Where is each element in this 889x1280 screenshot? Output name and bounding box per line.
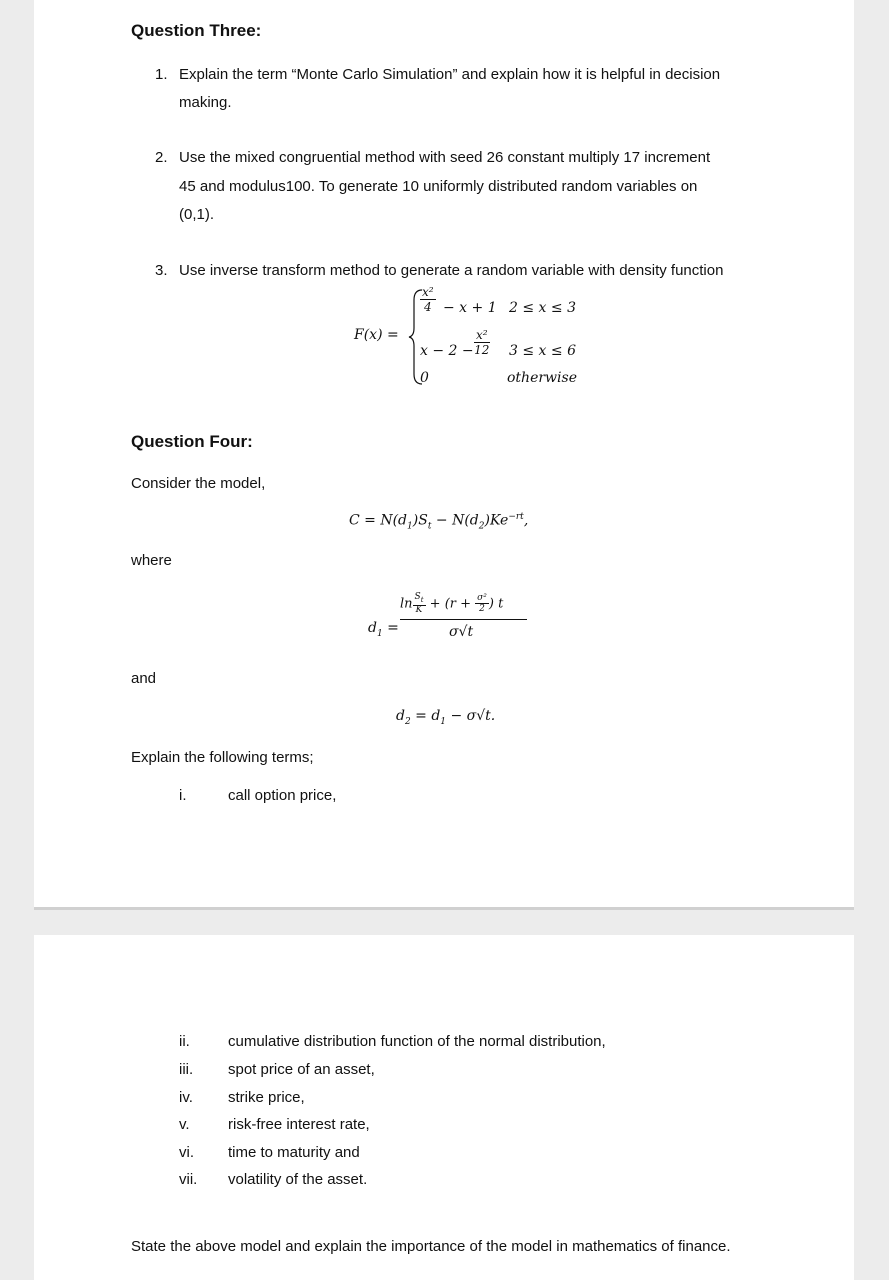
- question-four-heading: Question Four:: [131, 432, 253, 451]
- case1-expression: − x + 1: [443, 300, 497, 316]
- page-two: [34, 935, 854, 1280]
- black-scholes-formula: $C = N(d_1)S_t - N(d_2)Ke^{-rt}$,: [349, 512, 529, 532]
- and-text: and: [131, 670, 157, 687]
- q3-item1-line2: making.: [179, 94, 232, 111]
- q3-item3-line1: Use inverse transform method to generate a random variable with density function: [179, 262, 724, 279]
- case3-expression: 0: [420, 370, 429, 386]
- where-text: where: [131, 552, 172, 569]
- consider-model-text: Consider the model,: [131, 475, 266, 492]
- term-number: ii.: [179, 1033, 190, 1050]
- q3-item1-line1: Explain the term “Monte Carlo Simulation” and explain how it is helpful in decision: [179, 66, 721, 83]
- term-cdf-normal: cumulative distribution function of the normal distribution,: [228, 1033, 606, 1050]
- q3-item2-number: 2.: [155, 149, 168, 166]
- term-number: iii.: [179, 1061, 194, 1078]
- case1-condition: 2 ≤ x ≤ 3: [509, 300, 576, 316]
- d1-label: $d_1$ =: [368, 620, 399, 639]
- term-risk-free-rate: risk-free interest rate,: [228, 1116, 370, 1133]
- term-spot-price: spot price of an asset,: [228, 1061, 375, 1078]
- q3-item2-line1: Use the mixed congruential method with seed 26 constant multiply 17 increment: [179, 149, 711, 166]
- closing-instruction: State the above model and explain the importance of the model in mathematics of finance.: [131, 1238, 731, 1255]
- q3-item3-number: 3.: [155, 262, 168, 279]
- case2-condition: 3 ≤ x ≤ 6: [509, 343, 576, 359]
- term-time-to-maturity: time to maturity and: [228, 1144, 360, 1161]
- term-volatility: volatility of the asset.: [228, 1171, 368, 1188]
- case3-condition: otherwise: [507, 370, 577, 386]
- term-number: vii.: [179, 1171, 198, 1188]
- page-divider: [34, 907, 854, 910]
- term-number: v.: [179, 1116, 190, 1133]
- explain-terms-text: Explain the following terms;: [131, 749, 314, 766]
- case1-fraction: $\frac{\text{x²}}{4}$: [422, 285, 434, 314]
- term-strike-price: strike price,: [228, 1089, 305, 1106]
- q3-item2-line2: 45 and modulus100. To generate 10 uniformly distributed random variables on: [179, 178, 698, 195]
- page-one: [34, 0, 854, 907]
- fx-label: F(x) =: [354, 327, 399, 343]
- term-number: iv.: [179, 1089, 193, 1106]
- q3-item1-number: 1.: [155, 66, 168, 83]
- d1-numerator: ln $\frac{S_t}{K}$ + (r + $\frac{\text{σ²}}{2}$ ) t: [400, 592, 504, 615]
- term-call-option-price: call option price,: [228, 787, 337, 804]
- q3-item2-line3: (0,1).: [179, 206, 215, 223]
- case2-fraction: $\frac{\text{x²}}{12}$: [474, 328, 490, 357]
- d1-denominator: σ√t: [449, 624, 474, 640]
- question-three-heading: Question Three:: [131, 21, 262, 40]
- term-number: i.: [179, 787, 187, 804]
- d2-formula: $d_2 = d_1 - \sigma√t$.: [396, 708, 496, 727]
- term-number: vi.: [179, 1144, 194, 1161]
- d1-fraction-bar: [400, 619, 527, 620]
- case2-expression: x − 2 −: [420, 343, 474, 359]
